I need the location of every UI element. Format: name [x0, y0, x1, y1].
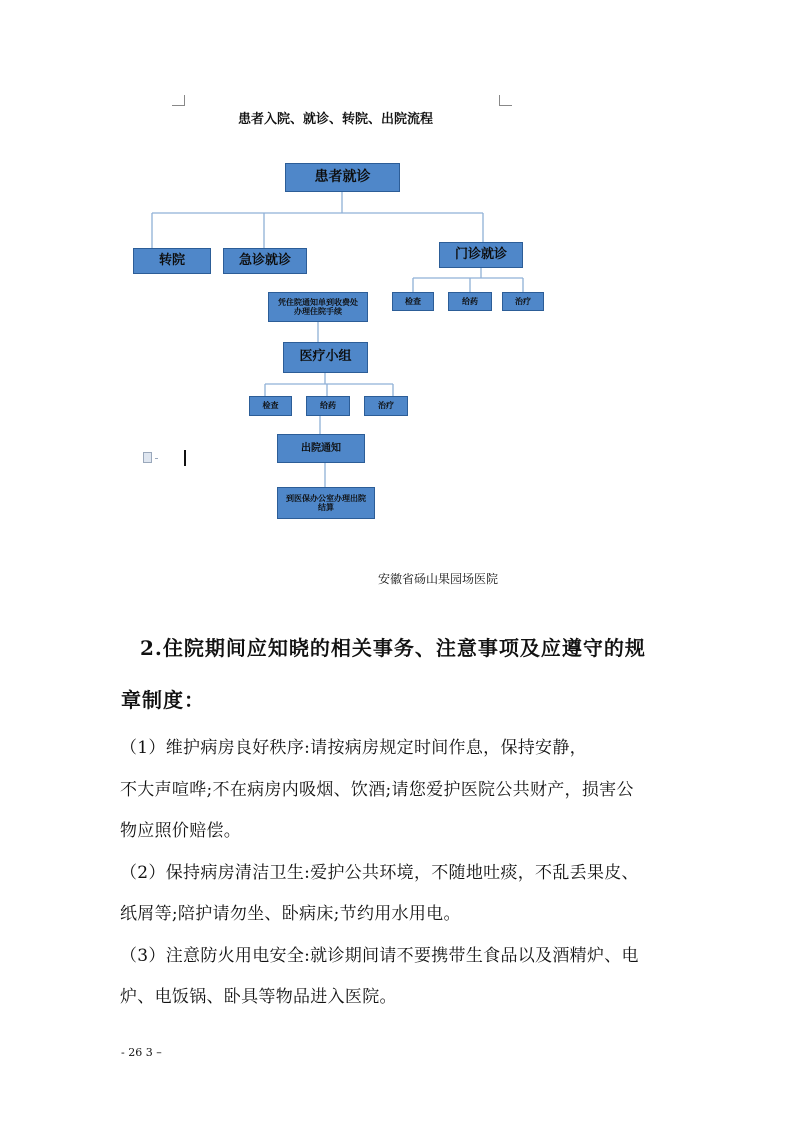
node-admission: 凭住院通知单到收费处办理住院手续	[268, 292, 368, 322]
node-outpatient: 门诊就诊	[439, 242, 523, 268]
node-outpatient-treatment: 治疗	[502, 292, 544, 311]
document-icon-mark	[155, 458, 158, 459]
paragraph-line: 物应照价赔偿。	[120, 821, 242, 841]
paragraph-line: 不大声喧哗;不在病房内吸烟、饮酒;请您爱护医院公共财产，损害公	[120, 780, 634, 800]
node-team-treatment: 治疗	[364, 396, 408, 416]
node-transfer: 转院	[133, 248, 211, 274]
document-icon	[143, 452, 152, 463]
paragraph-line: （3）注意防火用电安全:就诊期间请不要携带生食品以及酒精炉、电	[120, 946, 639, 966]
node-discharge-notice: 出院通知	[277, 434, 365, 463]
text-cursor	[184, 450, 186, 466]
hospital-name: 安徽省砀山果园场医院	[378, 572, 499, 586]
paragraph-line: 纸屑等;陪护请勿坐、卧病床;节约用水用电。	[120, 904, 461, 924]
paragraph-line: （1）维护病房良好秩序:请按病房规定时间作息，保持安静，	[120, 738, 587, 758]
section-heading-line2: 章制度：	[121, 688, 205, 712]
node-team-check: 检查	[249, 396, 292, 416]
node-outpatient-medicine: 给药	[448, 292, 492, 311]
node-patient-visit: 患者就诊	[285, 163, 400, 192]
node-medical-team: 医疗小组	[283, 342, 368, 373]
flowchart-title: 患者入院、就诊、转院、出院流程	[238, 112, 434, 127]
node-emergency: 急诊就诊	[223, 248, 307, 274]
section-heading-line1: 2.住院期间应知晓的相关事务、注意事项及应遵守的规	[140, 636, 646, 660]
paragraph-line: （2）保持病房清洁卫生:爱护公共环境，不随地吐痰，不乱丢果皮、	[120, 863, 639, 883]
paragraph-line: 炉、电饭锅、卧具等物品进入医院。	[120, 987, 397, 1007]
node-team-medicine: 给药	[306, 396, 350, 416]
node-outpatient-check: 检查	[392, 292, 434, 311]
node-settlement: 到医保办公室办理出院结算	[277, 487, 375, 519]
page-number: - 26 3 –	[121, 1046, 162, 1059]
